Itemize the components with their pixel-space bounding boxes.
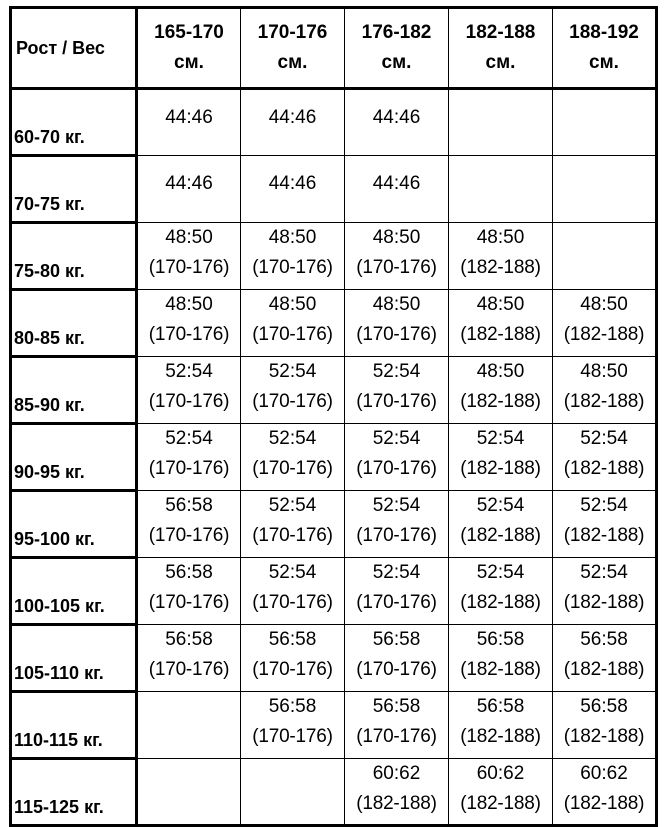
size-cell <box>241 625 345 692</box>
size-cell <box>345 759 449 826</box>
size-cell <box>553 759 657 826</box>
weight-label: 80-85 кг. <box>14 328 85 348</box>
row-header <box>11 357 137 424</box>
size-value: 48:50 <box>476 294 525 315</box>
size-cell <box>449 424 553 491</box>
size-value: 48:50 <box>165 227 213 248</box>
height-range: (170-176) <box>148 257 230 278</box>
table-row <box>11 357 657 424</box>
size-value: 48:50 <box>372 227 421 248</box>
height-range: (170-176) <box>356 525 437 546</box>
weight-label: 60-70 кг. <box>14 127 85 147</box>
size-cell <box>241 558 345 625</box>
height-range: (170-176) <box>148 525 230 546</box>
weight-label: 75-80 кг. <box>14 261 85 281</box>
weight-label: 85-90 кг. <box>14 395 85 415</box>
size-cell <box>137 491 241 558</box>
height-range: (170-176) <box>148 659 230 680</box>
size-cell <box>137 156 241 223</box>
size-cell <box>345 491 449 558</box>
height-range: (170-176) <box>148 391 230 412</box>
size-value: 52:54 <box>372 361 421 382</box>
size-cell <box>345 89 449 156</box>
column-range: 176-182 <box>361 22 432 43</box>
column-unit: см. <box>381 52 412 73</box>
size-cell <box>345 357 449 424</box>
height-range: (170-176) <box>356 592 437 613</box>
row-header <box>11 424 137 491</box>
size-value: 56:58 <box>268 696 317 717</box>
size-value <box>553 156 655 174</box>
size-cell <box>449 156 553 223</box>
column-unit: см. <box>174 52 204 73</box>
size-value: 52:54 <box>268 495 317 516</box>
size-value: 56:58 <box>476 696 525 717</box>
height-range: (182-188) <box>460 324 541 345</box>
size-value: 60:62 <box>580 763 628 784</box>
size-cell <box>241 223 345 290</box>
size-value: 44:46 <box>165 107 213 128</box>
height-range: (170-176) <box>356 257 437 278</box>
column-header <box>449 8 553 89</box>
height-range: (170-176) <box>252 458 333 479</box>
size-value: 56:58 <box>372 629 421 650</box>
height-range: (182-188) <box>460 793 541 814</box>
size-value: 56:58 <box>580 696 628 717</box>
size-cell <box>137 89 241 156</box>
table-row <box>11 223 657 290</box>
table-row <box>11 491 657 558</box>
size-value <box>553 90 655 108</box>
size-value: 60:62 <box>372 763 421 784</box>
column-range: 170-176 <box>257 22 328 43</box>
weight-label: 100-105 кг. <box>14 596 105 616</box>
table-row <box>11 692 657 759</box>
size-value <box>138 692 240 710</box>
height-range: (182-188) <box>563 659 645 680</box>
column-range: 188-192 <box>569 22 639 43</box>
size-value: 52:54 <box>580 562 628 583</box>
size-cell <box>553 491 657 558</box>
table-row <box>11 558 657 625</box>
size-value: 52:54 <box>268 562 317 583</box>
size-cell <box>345 223 449 290</box>
height-range: (182-188) <box>460 257 541 278</box>
size-cell <box>345 290 449 357</box>
size-value: 52:54 <box>165 428 213 449</box>
size-cell <box>137 357 241 424</box>
size-value: 56:58 <box>268 629 317 650</box>
weight-label: 105-110 кг. <box>14 663 104 683</box>
size-cell <box>241 89 345 156</box>
height-range: (170-176) <box>356 391 437 412</box>
column-unit: см. <box>485 52 516 73</box>
size-value: 52:54 <box>268 361 317 382</box>
corner-header <box>11 8 137 89</box>
height-range: (182-188) <box>460 592 541 613</box>
size-cell <box>553 290 657 357</box>
height-range: (170-176) <box>356 324 437 345</box>
size-cell <box>241 156 345 223</box>
size-value: 60:62 <box>476 763 525 784</box>
size-cell <box>553 357 657 424</box>
size-cell <box>553 156 657 223</box>
size-cell <box>553 89 657 156</box>
size-cell <box>241 357 345 424</box>
height-range: (182-188) <box>356 793 437 814</box>
size-cell <box>345 625 449 692</box>
size-cell <box>137 290 241 357</box>
table-row <box>11 156 657 223</box>
height-range: (170-176) <box>252 726 333 747</box>
size-value: 52:54 <box>372 495 421 516</box>
table-row <box>11 290 657 357</box>
height-range: (182-188) <box>460 525 541 546</box>
size-cell <box>449 223 553 290</box>
size-value: 56:58 <box>580 629 628 650</box>
size-value: 52:54 <box>268 428 317 449</box>
table-row <box>11 759 657 826</box>
size-value: 48:50 <box>476 361 525 382</box>
height-range: (170-176) <box>356 726 437 747</box>
size-cell <box>449 357 553 424</box>
height-range: (182-188) <box>563 458 645 479</box>
size-value: 44:46 <box>372 107 421 128</box>
size-cell <box>553 223 657 290</box>
height-range: (170-176) <box>148 324 230 345</box>
height-range: (170-176) <box>252 525 333 546</box>
size-cell <box>137 759 241 826</box>
height-range: (170-176) <box>356 458 437 479</box>
size-value: 48:50 <box>268 294 317 315</box>
row-header <box>11 491 137 558</box>
column-range: 165-170 <box>154 22 224 43</box>
size-cell <box>553 558 657 625</box>
row-header <box>11 156 137 223</box>
size-cell <box>241 424 345 491</box>
size-value: 56:58 <box>372 696 421 717</box>
size-value: 56:58 <box>165 629 213 650</box>
height-range: (182-188) <box>563 793 645 814</box>
column-header <box>345 8 449 89</box>
height-range: (182-188) <box>460 391 541 412</box>
size-cell <box>137 692 241 759</box>
size-value: 48:50 <box>476 227 525 248</box>
height-range: (170-176) <box>148 458 230 479</box>
column-unit: см. <box>589 52 619 73</box>
table-row <box>11 424 657 491</box>
size-value: 48:50 <box>165 294 213 315</box>
height-range: (182-188) <box>563 391 645 412</box>
header-row <box>11 8 657 89</box>
size-value: 44:46 <box>372 173 421 194</box>
size-value <box>241 759 344 777</box>
size-value: 48:50 <box>268 227 317 248</box>
row-header <box>11 89 137 156</box>
size-table <box>9 6 658 827</box>
size-cell <box>137 625 241 692</box>
row-header <box>11 290 137 357</box>
size-cell <box>449 290 553 357</box>
size-cell <box>449 558 553 625</box>
size-cell <box>345 156 449 223</box>
size-value: 52:54 <box>476 495 525 516</box>
size-cell <box>241 290 345 357</box>
row-header <box>11 558 137 625</box>
size-cell <box>241 491 345 558</box>
size-cell <box>345 692 449 759</box>
size-cell <box>449 491 553 558</box>
size-value: 52:54 <box>476 562 525 583</box>
column-header <box>553 8 657 89</box>
height-range: (182-188) <box>563 525 645 546</box>
size-value: 48:50 <box>372 294 421 315</box>
height-range: (182-188) <box>460 659 541 680</box>
weight-label: 90-95 кг. <box>14 462 85 482</box>
size-value: 44:46 <box>268 173 317 194</box>
height-range: (182-188) <box>563 726 645 747</box>
size-cell <box>449 89 553 156</box>
size-cell <box>345 424 449 491</box>
height-range: (170-176) <box>252 391 333 412</box>
size-value: 44:46 <box>268 107 317 128</box>
size-value: 56:58 <box>165 562 213 583</box>
column-header <box>241 8 345 89</box>
size-chart <box>9 6 658 827</box>
size-cell <box>553 424 657 491</box>
size-cell <box>449 692 553 759</box>
height-range: (182-188) <box>460 726 541 747</box>
column-header <box>137 8 241 89</box>
size-cell <box>137 223 241 290</box>
size-cell <box>553 692 657 759</box>
height-range: (170-176) <box>252 324 333 345</box>
size-cell <box>449 759 553 826</box>
height-range: (170-176) <box>252 257 333 278</box>
weight-label: 70-75 кг. <box>14 194 85 214</box>
size-value: 48:50 <box>580 361 628 382</box>
size-value <box>449 90 552 108</box>
height-range: (182-188) <box>563 592 645 613</box>
row-header <box>11 759 137 826</box>
size-value <box>449 156 552 174</box>
row-header <box>11 692 137 759</box>
size-value: 44:46 <box>165 173 213 194</box>
size-value: 56:58 <box>476 629 525 650</box>
size-value: 52:54 <box>476 428 525 449</box>
column-unit: см. <box>277 52 308 73</box>
row-header <box>11 625 137 692</box>
size-value: 56:58 <box>165 495 213 516</box>
size-value: 52:54 <box>372 562 421 583</box>
height-range: (170-176) <box>252 592 333 613</box>
height-range: (182-188) <box>563 324 645 345</box>
weight-label: 110-115 кг. <box>14 730 103 750</box>
size-value: 52:54 <box>372 428 421 449</box>
height-range: (170-176) <box>148 592 230 613</box>
size-cell <box>345 558 449 625</box>
size-value: 52:54 <box>580 428 628 449</box>
weight-label: 115-125 кг. <box>14 797 104 817</box>
size-cell <box>137 424 241 491</box>
column-range: 182-188 <box>465 22 536 43</box>
row-header <box>11 223 137 290</box>
height-range: (170-176) <box>252 659 333 680</box>
corner-label: Рост / Вес <box>16 38 105 58</box>
table-row <box>11 89 657 156</box>
size-cell <box>553 625 657 692</box>
size-cell <box>241 759 345 826</box>
size-value: 48:50 <box>580 294 628 315</box>
size-value: 52:54 <box>165 361 213 382</box>
size-cell <box>241 692 345 759</box>
size-value: 52:54 <box>580 495 628 516</box>
size-cell <box>449 625 553 692</box>
table-row <box>11 625 657 692</box>
height-range: (182-188) <box>460 458 541 479</box>
size-value <box>138 759 240 777</box>
size-cell <box>137 558 241 625</box>
size-value <box>553 223 655 241</box>
height-range: (170-176) <box>356 659 437 680</box>
weight-label: 95-100 кг. <box>14 529 95 549</box>
